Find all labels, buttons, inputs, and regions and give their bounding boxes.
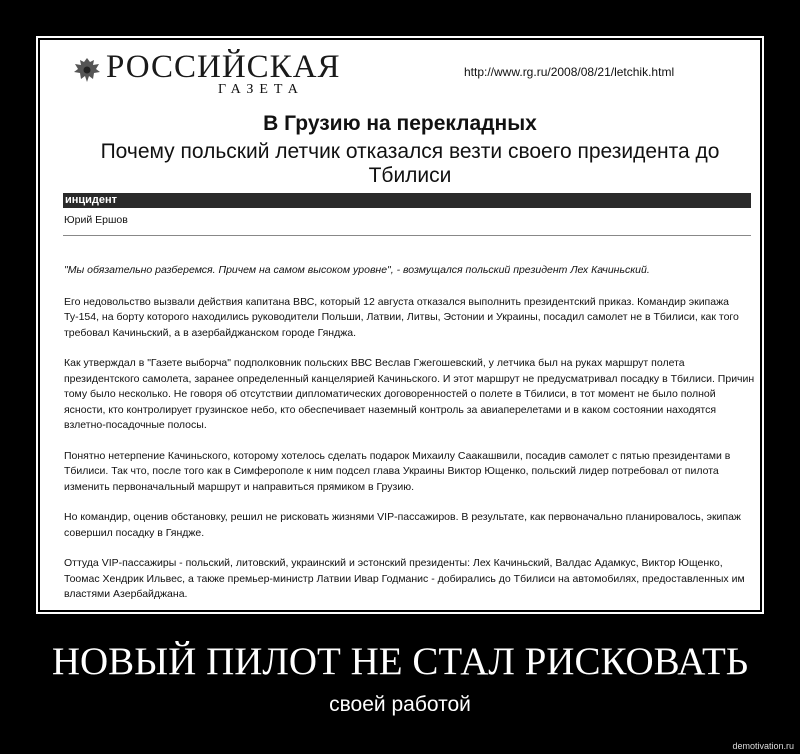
article-paragraph: Но командир, оценив обстановку, решил не рисковать жизнями VIP-пассажиров. В результате, как первоначально планировалось, экипаж совершил посадку в Гяндже. bbox=[64, 511, 741, 539]
article-paragraph: Понятно нетерпение Качиньского, которому хотелось сделать подарок Михаилу Саакашвили, посадив самолет с пятью президентами в Тбилиси. Так что, после того как в Симферополе к ним подсел глава Украины Виктор Ющенко, польский лидер потребовал от пилота изменить первоначальный маршрут и направиться прямиком в Грузию. bbox=[64, 449, 731, 493]
newspaper-subtitle: ГАЗЕТА bbox=[218, 82, 304, 97]
source-url: http://www.rg.ru/2008/08/21/letchik.html bbox=[464, 65, 675, 79]
rubric-bar: инцидент bbox=[63, 193, 751, 208]
eagle-emblem-icon bbox=[72, 55, 102, 85]
divider bbox=[63, 235, 751, 236]
newspaper-clipping bbox=[40, 40, 760, 610]
newspaper-title: РОССИЙСКАЯ bbox=[106, 49, 341, 85]
article-subheadline: Почему польский летчик отказался везти своего президента до Тбилиси bbox=[100, 140, 720, 187]
article-lead-quote: "Мы обязательно разберемся. Причем на самом высоком уровне", - возмущался польский президент Лех Качиньский. bbox=[64, 264, 650, 276]
article-body bbox=[64, 263, 756, 610]
poster-caption: НОВЫЙ ПИЛОТ НЕ СТАЛ РИСКОВАТЬ bbox=[51, 640, 749, 683]
article-paragraph: Его недовольство вызвали действия капитана ВВС, который 12 августа отказался выполнить президентский приказ. Командир экипажа Ту-154, на борту которого находились руководители Польши, Латвии, Литвы, Эстонии и Украины, посадил самолет не в Тбилиси, как того требовал Качиньский, а в азербайджанском городе Гянджа. bbox=[64, 295, 739, 339]
article-paragraph: Как утверждал в "Газете выборча" подполковник польских ВВС Веслав Гжегошевский, у летчика был на руках маршрут полета президентского самолета, заранее определенный канцелярией Качиньского. И этот маршрут не предусматривал посадку в Тбилиси. Причин тому было несколько. Не говоря об отсутствии дипломатических договоренностей о полете в Тбилиси, в тот момент не было полной ясности, кто контролирует грузинское небо, кто обеспечивает наземный контроль за авиаперелетами и в каком состоянии находятся взлетно-посадочные полосы. bbox=[64, 357, 755, 431]
article-paragraph: Оттуда VIP-пассажиры - польский, литовский, украинский и эстонский президенты: Лех Качиньский, Валдас Адамкус, Виктор Ющенко, Тоомас Хендрик Ильвес, а также премьер-министр Латвии Ивар Годманис - добирались до Тбилиси на автомобилях, предоставленных им властями Азербайджана. bbox=[64, 557, 745, 600]
poster-subcaption: своей работой bbox=[329, 693, 471, 716]
article-author: Юрий Ершов bbox=[64, 214, 128, 226]
newspaper-masthead bbox=[72, 50, 341, 96]
article-headline: В Грузию на перекладных bbox=[263, 112, 537, 135]
watermark: demotivation.ru bbox=[732, 741, 794, 751]
